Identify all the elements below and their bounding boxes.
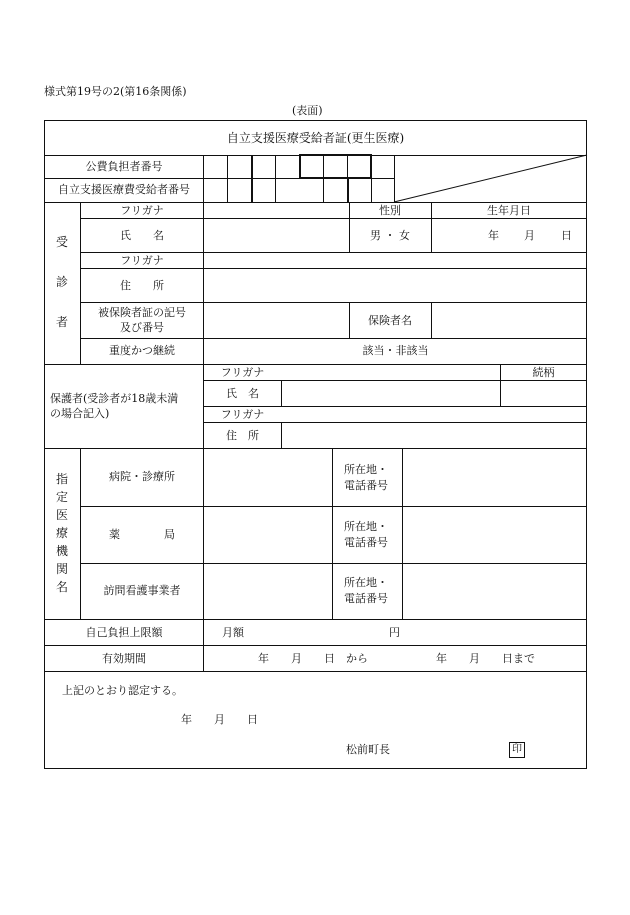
validity-label: 有効期間 bbox=[102, 652, 146, 665]
birthdate-label: 生年月日 bbox=[487, 204, 531, 217]
copay-limit-label: 自己負担上限額 bbox=[85, 626, 163, 639]
guardian-section-line2: の場合記入) bbox=[50, 407, 110, 420]
severe-value: 該当・非該当 bbox=[362, 344, 429, 357]
gender-label: 性別 bbox=[379, 204, 401, 217]
birth-month: 月 bbox=[524, 229, 535, 242]
institution-section-char: 機 bbox=[55, 544, 68, 558]
birth-day: 日 bbox=[561, 229, 572, 242]
hospital-location-line1: 所在地・ bbox=[344, 463, 388, 476]
validity-to: 年 月 日まで bbox=[436, 652, 535, 665]
institution-section-char: 指 bbox=[55, 472, 68, 486]
guardian-section-line1: 保護者(受診者が18歳未満 bbox=[50, 392, 179, 405]
nursing-location-line1: 所在地・ bbox=[344, 576, 388, 589]
birth-year: 年 bbox=[488, 229, 499, 242]
patient-section-char: 受 bbox=[55, 235, 68, 249]
recipient-number-label: 自立支援医療費受給者番号 bbox=[58, 183, 190, 196]
institution-section-char: 名 bbox=[55, 580, 68, 594]
gender-value: 男 ・ 女 bbox=[370, 229, 410, 242]
approval-statement: 上記のとおり認定する。 bbox=[62, 684, 183, 697]
nursing-location-line2: 電話番号 bbox=[344, 592, 388, 605]
institution-section-char: 定 bbox=[55, 490, 68, 504]
guardian-address-furigana-label: フリガナ bbox=[220, 408, 265, 421]
validity-from: 年 月 日 から bbox=[258, 652, 368, 665]
patient-name-label: 氏 名 bbox=[120, 229, 164, 242]
form-number: 様式第19号の2(第16条関係) bbox=[44, 85, 187, 98]
institution-section-char: 医 bbox=[55, 508, 68, 522]
hospital-location-line2: 電話番号 bbox=[344, 479, 388, 492]
patient-section-char: 者 bbox=[55, 315, 68, 329]
seal-stamp: 印 bbox=[509, 742, 525, 758]
pharmacy-location-line2: 電話番号 bbox=[344, 536, 388, 549]
insurer-label: 保険者名 bbox=[368, 314, 412, 327]
guardian-name-label: 氏 名 bbox=[226, 387, 259, 400]
severe-label: 重度かつ継続 bbox=[109, 344, 175, 357]
patient-address-label: 住 所 bbox=[120, 279, 164, 292]
certificate-title: 自立支援医療受給者証(更生医療) bbox=[226, 131, 405, 145]
patient-furigana-label: フリガナ bbox=[120, 204, 164, 217]
insurance-label-line2: 及び番号 bbox=[120, 321, 164, 334]
side-label: (表面) bbox=[292, 104, 323, 117]
authority-name: 松前町長 bbox=[346, 743, 390, 756]
public-payer-label: 公費負担者番号 bbox=[85, 160, 163, 173]
pharmacy-location-line1: 所在地・ bbox=[344, 520, 388, 533]
guardian-address-label: 住 所 bbox=[226, 429, 259, 442]
approval-date: 年 月 日 bbox=[181, 713, 258, 726]
monthly-label: 月額 bbox=[222, 626, 244, 639]
nursing-label: 訪問看護事業者 bbox=[103, 584, 181, 597]
institution-section-char: 療 bbox=[55, 526, 68, 540]
patient-section-char: 診 bbox=[55, 275, 68, 289]
hospital-label: 病院・診療所 bbox=[109, 470, 175, 483]
pharmacy-label: 薬 局 bbox=[109, 528, 175, 541]
yen-label: 円 bbox=[389, 626, 400, 639]
relation-label: 続柄 bbox=[532, 366, 555, 379]
insurance-label-line1: 被保険者証の記号 bbox=[98, 306, 186, 319]
address-furigana-label: フリガナ bbox=[120, 254, 164, 267]
guardian-furigana-label: フリガナ bbox=[220, 366, 265, 379]
institution-section-char: 関 bbox=[55, 562, 68, 576]
